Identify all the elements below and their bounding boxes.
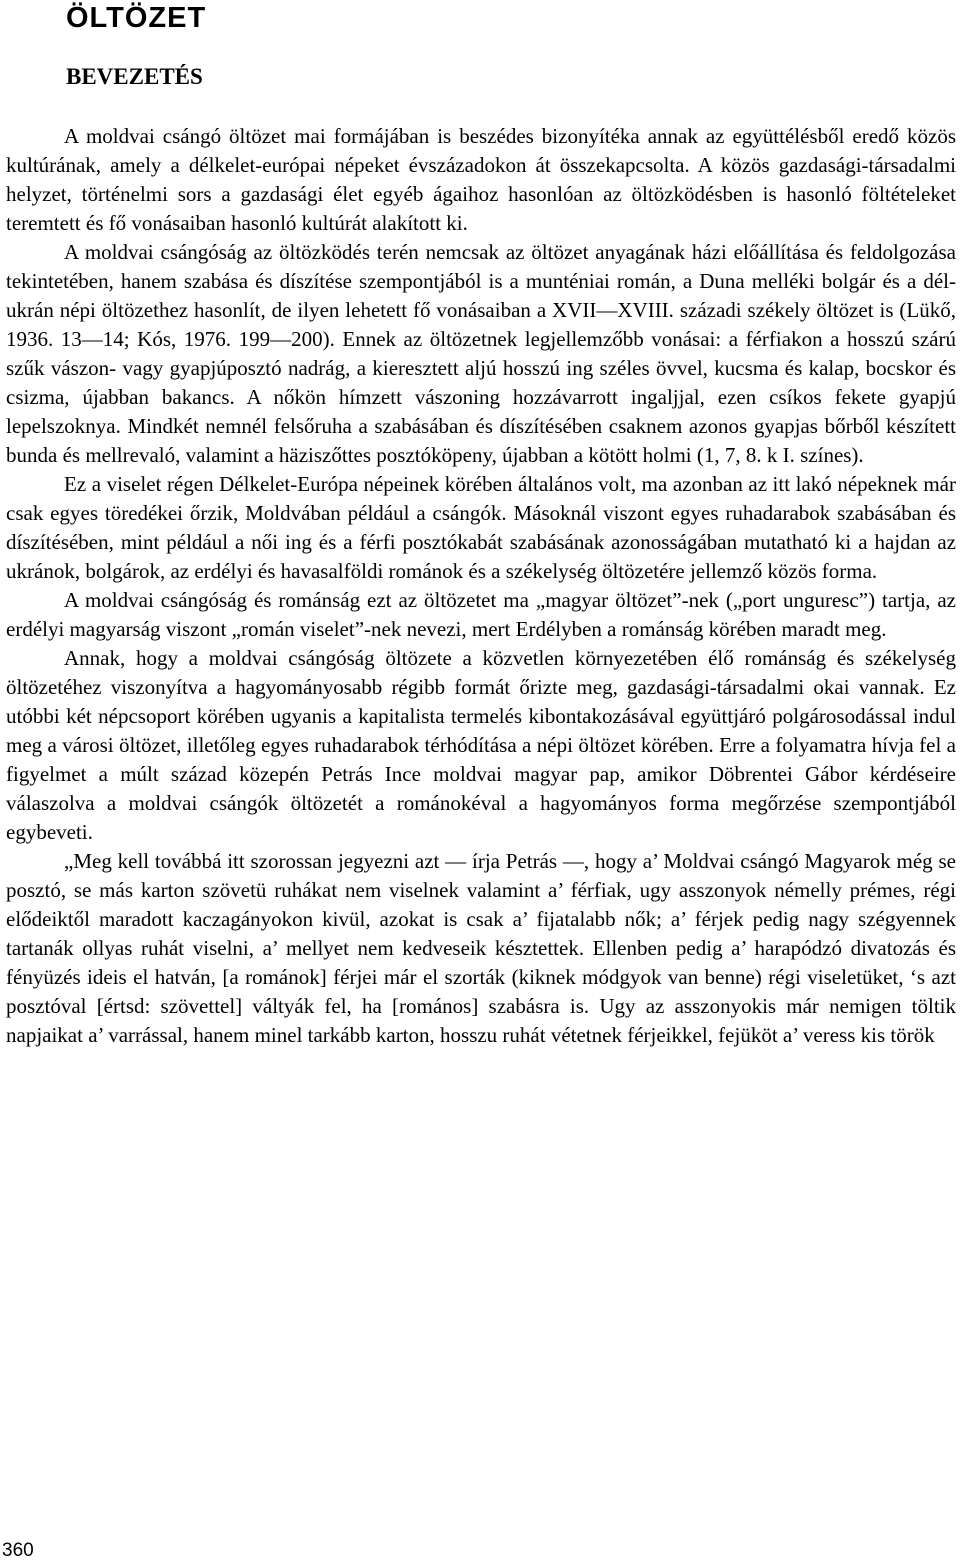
paragraph: Ez a viselet régen Délkelet-Európa népeinek körében általános volt, ma azonban az itt lakó népeknek már csak egyes töredékei őrzik, Moldvában például a csángók. Másoknál viszont egyes ruhadarabok szabásában és díszítésében, mint például a női ing és a férfi posztókabát szabásának azonosságában mutatható ki a hajdan az ukránok, bolgárok, az erdélyi és havasalföldi románok és a székelység öltözetére jellemző közös forma. bbox=[6, 472, 956, 583]
chapter-title: ÖLTÖZET bbox=[66, 2, 207, 34]
page-number: 360 bbox=[2, 1540, 34, 1561]
paragraph: A moldvai csángó öltözet mai formájában is beszédes bizonyítéka annak az együttélésből eredő közös kultúrának, amely a délkelet-európai népeket évszázadokon át összekapcsolta. A közös gazdasági-társadalmi helyzet, történelmi sors a gazdasági élet egyéb ágaihoz hasonlóan az öltözködésben is hasonló föltételeket teremtett és fő vonásaiban hasonló kultúrát alakított ki. bbox=[6, 124, 956, 235]
section-heading: BEVEZETÉS bbox=[66, 64, 203, 89]
quotation-paragraph: „Meg kell továbbá itt szorossan jegyezni azt — írja Petrás —, hogy a’ Moldvai csángó Magyarok még se posztó, se más karton szövetü ruhákat nem viselnek valamint a’ férfiak, ugy asszonyok némelly prémes, régi elődeiktől maradott kaczagányokon kivül, azokat is csak a’ fijatalabb nők; a’ férjek pedig nagy szégyennek tartanák ollyas ruhát viselni, a’ mellyet nem kedveseik késztettek. Ellenben pedig a’ harapódzó divatozás és fényüzés ideis el hatván, [a románok] férjei már el szorták (kiknek módgyok van benne) régi viseletüket, ‘s azt posztóval [értsd: szövettel] váltyák fel, ha [romános] szabásra is. Ugy az asszonyokis már nemigen töltik napjaikat a’ varrással, hanem minel tarkább karton, hosszu ruhát vétetnek férjeikkel, fejüköt a’ veress kis török bbox=[6, 849, 956, 1047]
body-text bbox=[6, 122, 956, 1050]
paragraph: A moldvai csángóság az öltözködés terén nemcsak az öltözet anyagának házi előállítása és feldolgozása tekintetében, hanem szabása és díszítése szempontjából is a munténiai román, a Duna melléki bolgár és a dél-ukrán népi öltözethez hasonlít, de ilyen lehetett fő vonásaiban a XVII—XVIII. századi székely öltözet is (Lükő, 1936. 13—14; Kós, 1976. 199—200). Ennek az öltözetnek legjellemzőbb vonásai: a férfiakon a hosszú szárú szűk vászon- vagy gyapjúposztó nadrág, a kieresztett aljú hosszú ing széles övvel, kucsma és kalap, bocskor és csizma, újabban bakancs. A nőkön hímzett vászoning hozzávarrott ingaljjal, ezen csíkos fekete gyapjú lepelszoknya. Mindkét nemnél felsőruha a szabásában és díszítésében csaknem azonos gyapjas bőrből készített bunda és mellrevaló, valamint a häziszőttes posztóköpeny, újabban a kötött holmi (1, 7, 8. k I. színes). bbox=[6, 240, 956, 467]
paragraph: A moldvai csángóság és románság ezt az öltözetet ma „magyar öltözet”-nek („port unguresc”) tartja, az erdélyi magyarság viszont „román viselet”-nek nevezi, mert Erdélyben a románság körében maradt meg. bbox=[6, 588, 956, 641]
paragraph: Annak, hogy a moldvai csángóság öltözete a közvetlen környezetében élő románság és székelység öltözetéhez viszonyítva a hagyományosabb régibb formát őrizte meg, gazdasági-társadalmi okai vannak. Ez utóbbi két népcsoport körében ugyanis a kapitalista termelés kibontakozásával együttjáró polgárosodással indul meg a városi öltözet, illetőleg egyes ruhadarabok térhódítása a népi öltözet körében. Erre a folyamatra hívja fel a figyelmet a múlt század közepén Petrás Ince moldvai magyar pap, amikor Döbrentei Gábor kérdéseire válaszolva a moldvai csángók öltözetét a románokéval a hagyományos forma megőrzése szempontjából egybeveti. bbox=[6, 646, 956, 844]
